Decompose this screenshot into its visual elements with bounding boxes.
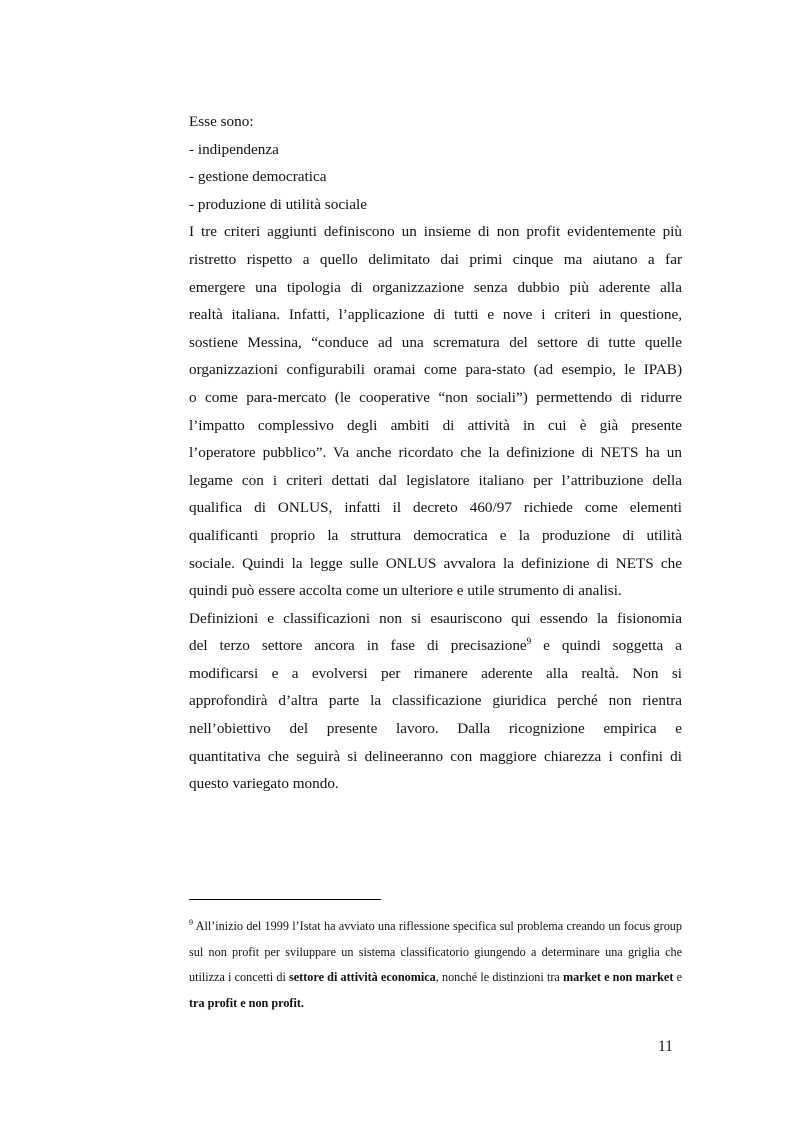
page-body xyxy=(189,108,682,798)
text-line: questo variegato mondo. xyxy=(189,775,339,793)
text-line: approfondirà d’altra parte la classificazione giuridica perché non rientra xyxy=(189,692,682,710)
criterion-item: - produzione di utilità sociale xyxy=(189,195,367,213)
paragraph-criteria-discussion xyxy=(189,218,682,604)
paragraph-definitions xyxy=(189,605,682,798)
footnote-separator xyxy=(189,899,381,900)
text-segment: e quindi soggetta a xyxy=(531,637,682,655)
footnote-bold-term: settore di attività economica xyxy=(289,970,436,985)
text-line: I tre criteri aggiunti definiscono un insieme di non profit evidentemente più xyxy=(189,223,682,241)
footnote-text: All’inizio del 1999 l’Istat ha avviato una riflessione specifica sul problema creando un focus group sul non profit per sviluppare un sistema classificatorio giungendo a determinare una griglia che utilizza i concetti di xyxy=(189,919,682,985)
text-line: Definizioni e classificazioni non si esauriscono qui essendo la fisionomia xyxy=(189,609,682,627)
text-line: ristretto rispetto a quello delimitato dai primi cinque ma aiutano a far xyxy=(189,250,682,268)
criterion-item: - gestione democratica xyxy=(189,168,327,186)
footnote-reference: 9 xyxy=(526,636,532,647)
text-line-with-footnote-ref xyxy=(189,632,682,660)
text-line: nell’obiettivo del presente lavoro. Dalla ricognizione empirica e xyxy=(189,720,682,738)
footnote xyxy=(189,914,682,1016)
text-line: organizzazioni configurabili oramai come para-stato (ad esempio, le IPAB) xyxy=(189,361,682,379)
text-line: legame con i criteri dettati dal legislatore italiano per l’attribuzione della xyxy=(189,471,682,489)
footnote-text: , nonché le distinzioni tra xyxy=(435,970,563,985)
criterion-item: - indipendenza xyxy=(189,140,279,158)
text-line: emergere una tipologia di organizzazione senza dubbio più aderente alla xyxy=(189,278,682,296)
text-line: quantitativa che seguirà si delineeranno con maggiore chiarezza i confini di xyxy=(189,747,682,765)
text-line: sociale. Quindi la legge sulle ONLUS avvalora la definizione di NETS che xyxy=(189,554,682,572)
footnote-text: e xyxy=(673,970,682,985)
text-line: qualificanti proprio la struttura democratica e la produzione di utilità xyxy=(189,526,682,544)
text-line: l’operatore pubblico”. Va anche ricordato che la definizione di NETS ha un xyxy=(189,444,682,462)
text-line: sostiene Messina, “conduce ad una scrematura del settore di tutte quelle xyxy=(189,333,682,351)
page-number: 11 xyxy=(658,1038,673,1055)
footnote-bold-term: market e non market xyxy=(563,970,674,985)
text-line: o come para-mercato (le cooperative “non sociali”) permettendo di ridurre xyxy=(189,388,682,406)
text-line: realtà italiana. Infatti, l’applicazione di tutti e nove i criteri in questione, xyxy=(189,306,682,324)
text-line: quindi può essere accolta come un ulteriore e utile strumento di analisi. xyxy=(189,582,622,600)
text-line: modificarsi e a evolversi per rimanere aderente alla realtà. Non si xyxy=(189,664,682,682)
text-segment: del terzo settore ancora in fase di precisazione xyxy=(189,637,527,655)
intro-line: Esse sono: xyxy=(189,113,254,130)
footnote-number: 9 xyxy=(189,918,193,927)
text-line: qualifica di ONLUS, infatti il decreto 460/97 richiede come elementi xyxy=(189,499,682,517)
footnote-bold-term: tra profit e non profit. xyxy=(189,995,304,1010)
text-line: l’impatto complessivo degli ambiti di attività in cui è già presente xyxy=(189,416,682,434)
